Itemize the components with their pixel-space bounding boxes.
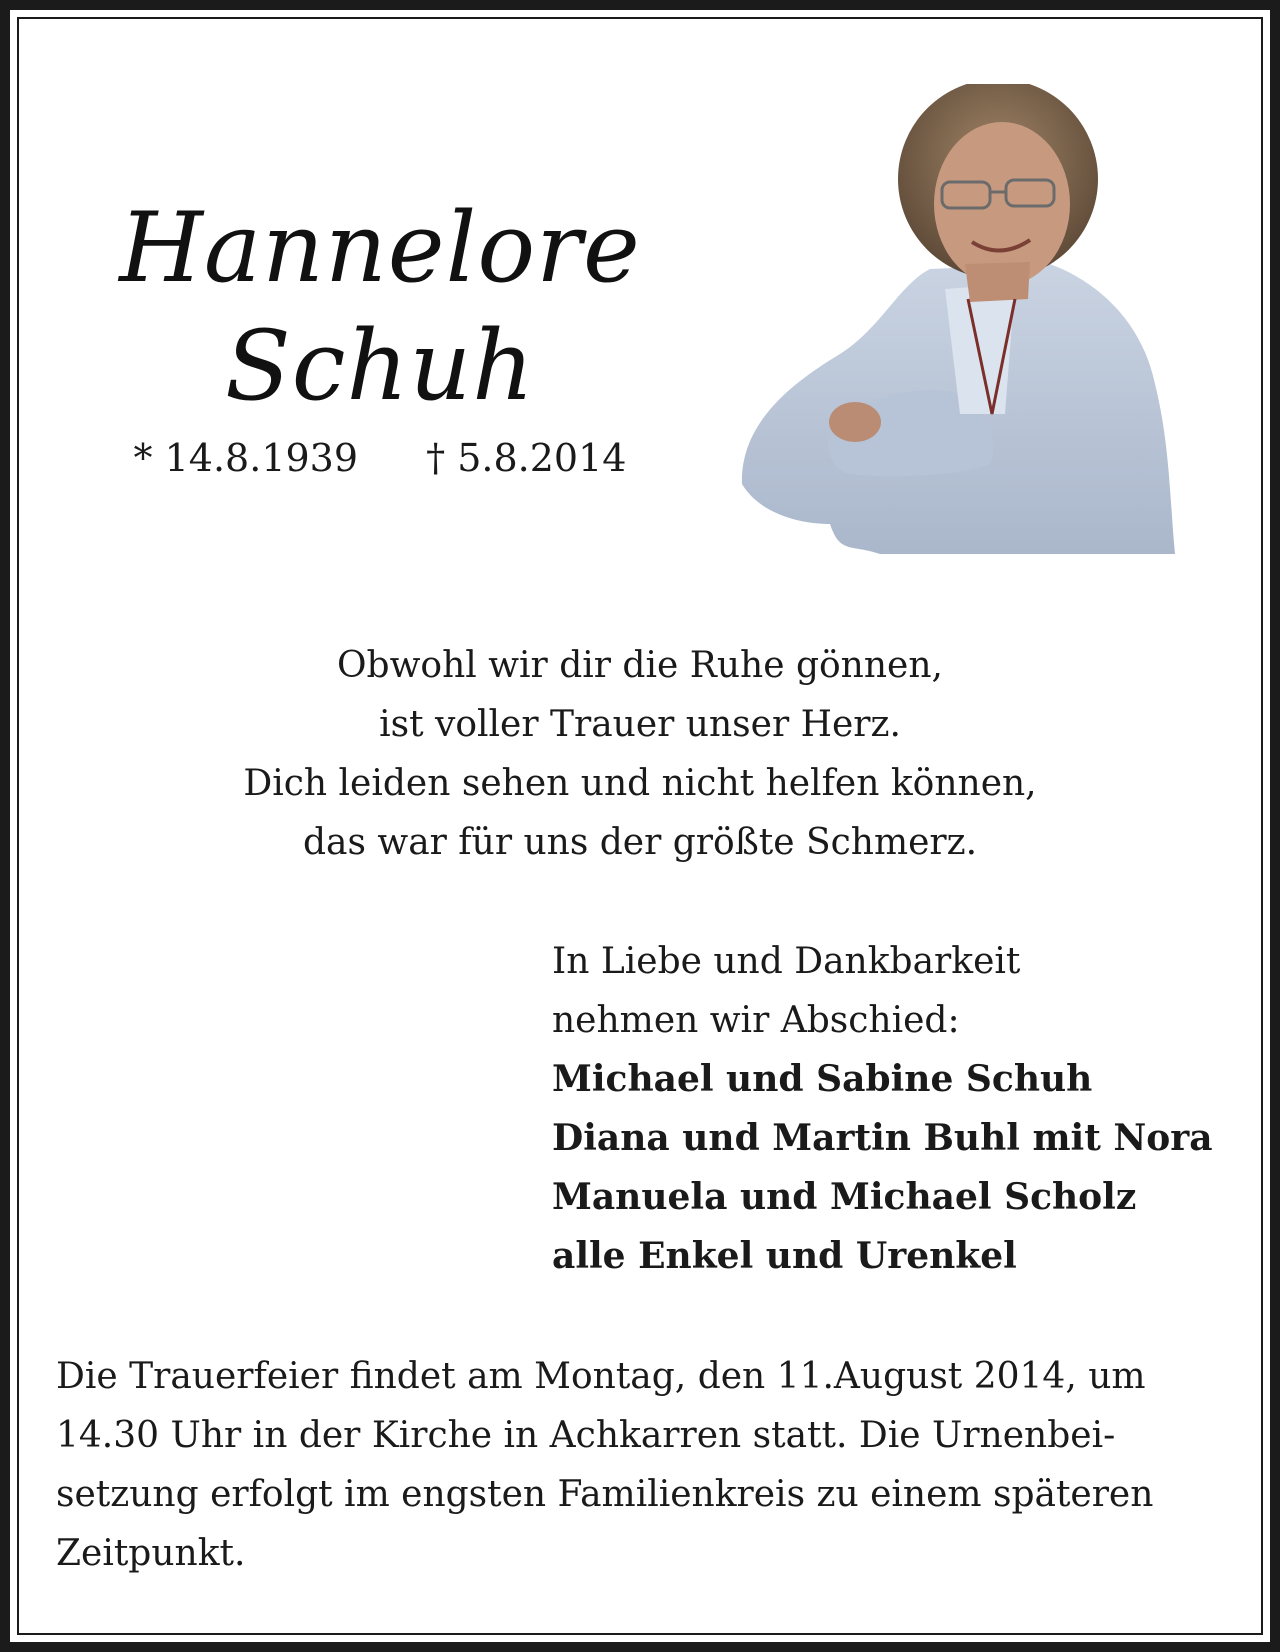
deceased-first-name: Hannelore (119, 192, 641, 304)
notice-line: setzung erfolgt im engsten Familienkreis zu einem späteren (56, 1474, 1154, 1515)
notice-line: 14.30 Uhr in der Kirche in Achkarren statt. Die Urnenbei- (56, 1415, 1116, 1456)
family-intro-line: In Liebe und Dankbarkeit (552, 941, 1021, 982)
mourner-name: Michael und Sabine Schuh (552, 1058, 1093, 1100)
family-block (552, 932, 1232, 1286)
family-intro-line: nehmen wir Abschied: (552, 1000, 960, 1041)
notice-line: Die Trauerfeier findet am Montag, den 11.August 2014, um (56, 1356, 1146, 1397)
death-date: † 5.8.2014 (426, 436, 627, 480)
life-dates (80, 436, 680, 480)
deceased-last-name: Schuh (224, 310, 535, 422)
poem-line: ist voller Trauer unser Herz. (379, 704, 901, 745)
portrait-photo (730, 84, 1220, 559)
poem-line: Dich leiden sehen und nicht helfen können, (243, 763, 1037, 804)
funeral-notice (56, 1347, 1236, 1583)
notice-line: Zeitpunkt. (56, 1533, 246, 1574)
poem (140, 636, 1140, 872)
poem-line: das war für uns der größte Schmerz. (302, 822, 978, 863)
poem-line: Obwohl wir dir die Ruhe gönnen, (337, 645, 943, 686)
mourner-name: Manuela und Michael Scholz (552, 1176, 1137, 1218)
mourner-name: Diana und Martin Buhl mit Nora (552, 1117, 1213, 1159)
mourner-name: alle Enkel und Urenkel (552, 1235, 1017, 1277)
birth-date: * 14.8.1939 (133, 436, 359, 480)
